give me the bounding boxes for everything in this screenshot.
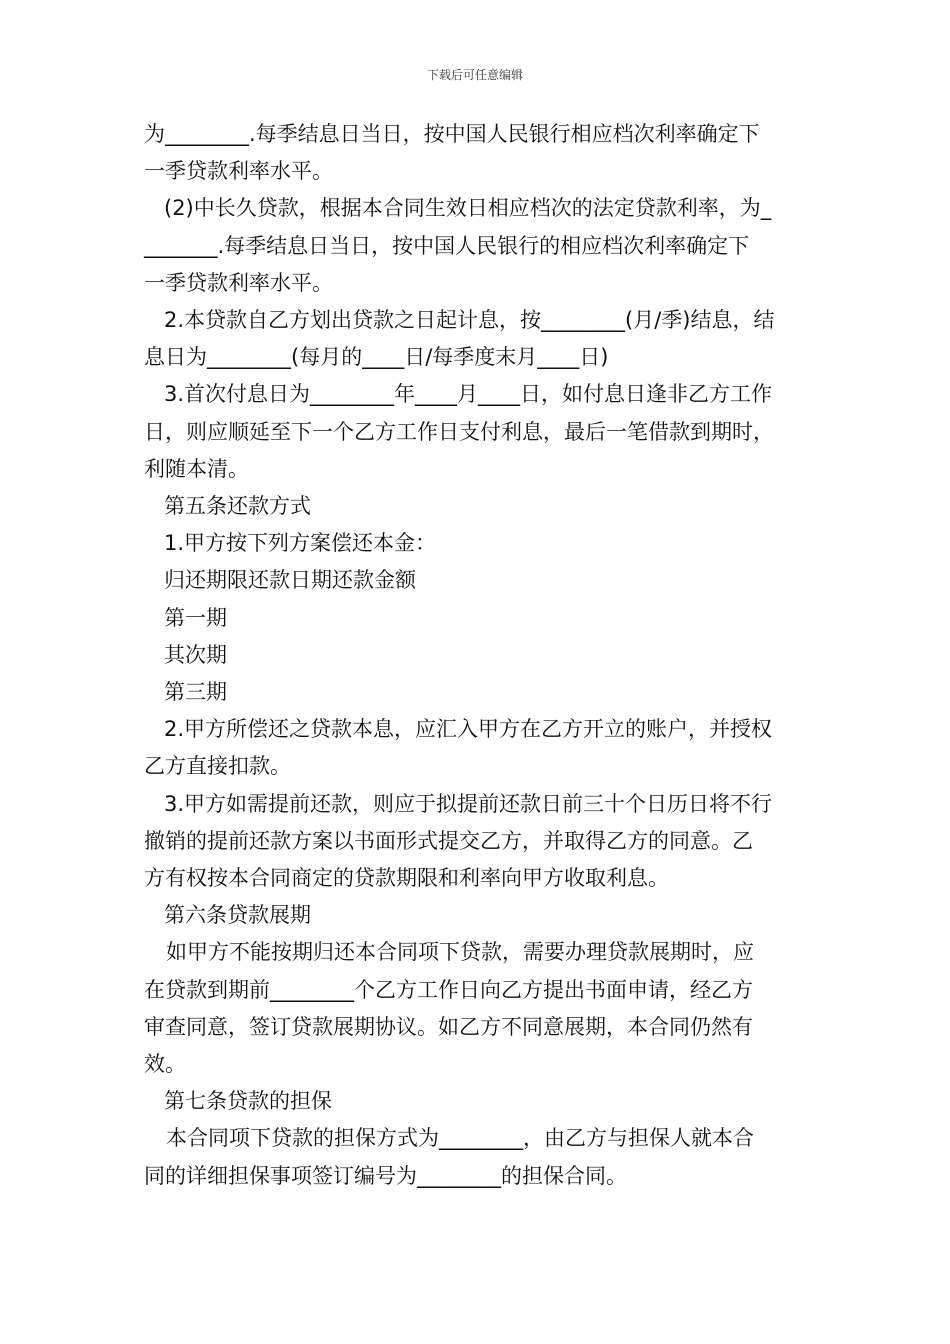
text-line: 本合同项下贷款的担保方式为________，由乙方与担保人就本合 (166, 1126, 754, 1151)
text-line: 乙方直接扣款。 (144, 754, 291, 779)
text-line: 同的详细担保事项签订编号为________的担保合同。 (144, 1163, 627, 1188)
text-line: 效。 (144, 1052, 186, 1077)
text-line: 一季贷款利率水平。 (144, 270, 333, 295)
table-row-line: 第三期 (164, 680, 227, 705)
text-line: 1.甲方按下列方案偿还本金： (164, 531, 437, 556)
text-line: _______.每季结息日当日，按中国人民银行的相应档次利率确定下 (144, 233, 750, 258)
text-line: 息日为________(每月的____日/每季度末月____日) (144, 345, 609, 370)
text-line: (2)中长久贷款，根据本合同生效日相应档次的法定贷款利率，为_ (164, 196, 772, 221)
text-line: 利随本清。 (144, 456, 249, 481)
text-line: 3.甲方如需提前还款，则应于拟提前还款日前三十个日历日将不行 (164, 791, 773, 816)
table-row-line: 第一期 (164, 605, 227, 630)
section-heading: 第六条贷款展期 (164, 903, 311, 928)
text-line: 撤销的提前还款方案以书面形式提交乙方，并取得乙方的同意。乙 (144, 828, 753, 853)
section-heading: 第七条贷款的担保 (164, 1089, 332, 1114)
table-row-line: 其次期 (164, 642, 227, 667)
table-header-line: 归还期限还款日期还款金额 (164, 568, 416, 593)
text-line: 在贷款到期前________个乙方工作日向乙方提出书面申请，经乙方 (144, 977, 753, 1002)
text-line: 2.本贷款自乙方划出贷款之日起计息，按________(月/季)结息，结 (164, 308, 775, 333)
text-line: 2.甲方所偿还之贷款本息，应汇入甲方在乙方开立的账户，并授权 (164, 717, 773, 742)
document-body (144, 116, 814, 1195)
text-line: 如甲方不能按期归还本合同项下贷款，需要办理贷款展期时，应 (166, 940, 754, 965)
text-line: 3.首次付息日为________年____月____日，如付息日逢非乙方工作 (164, 382, 773, 407)
text-line: 方有权按本合同商定的贷款期限和利率向甲方收取利息。 (144, 866, 669, 891)
text-line: 一季贷款利率水平。 (144, 159, 333, 184)
text-line: 为________.每季结息日当日，按中国人民银行相应档次利率确定下 (144, 122, 760, 146)
page-header-note: 下载后可任意编辑 (426, 68, 523, 82)
section-heading: 第五条还款方式 (164, 494, 311, 519)
text-line: 日，则应顺延至下一个乙方工作日支付利息，最后一笔借款到期时， (144, 419, 774, 444)
text-line: 审查同意，签订贷款展期协议。如乙方不同意展期，本合同仍然有 (144, 1014, 753, 1039)
